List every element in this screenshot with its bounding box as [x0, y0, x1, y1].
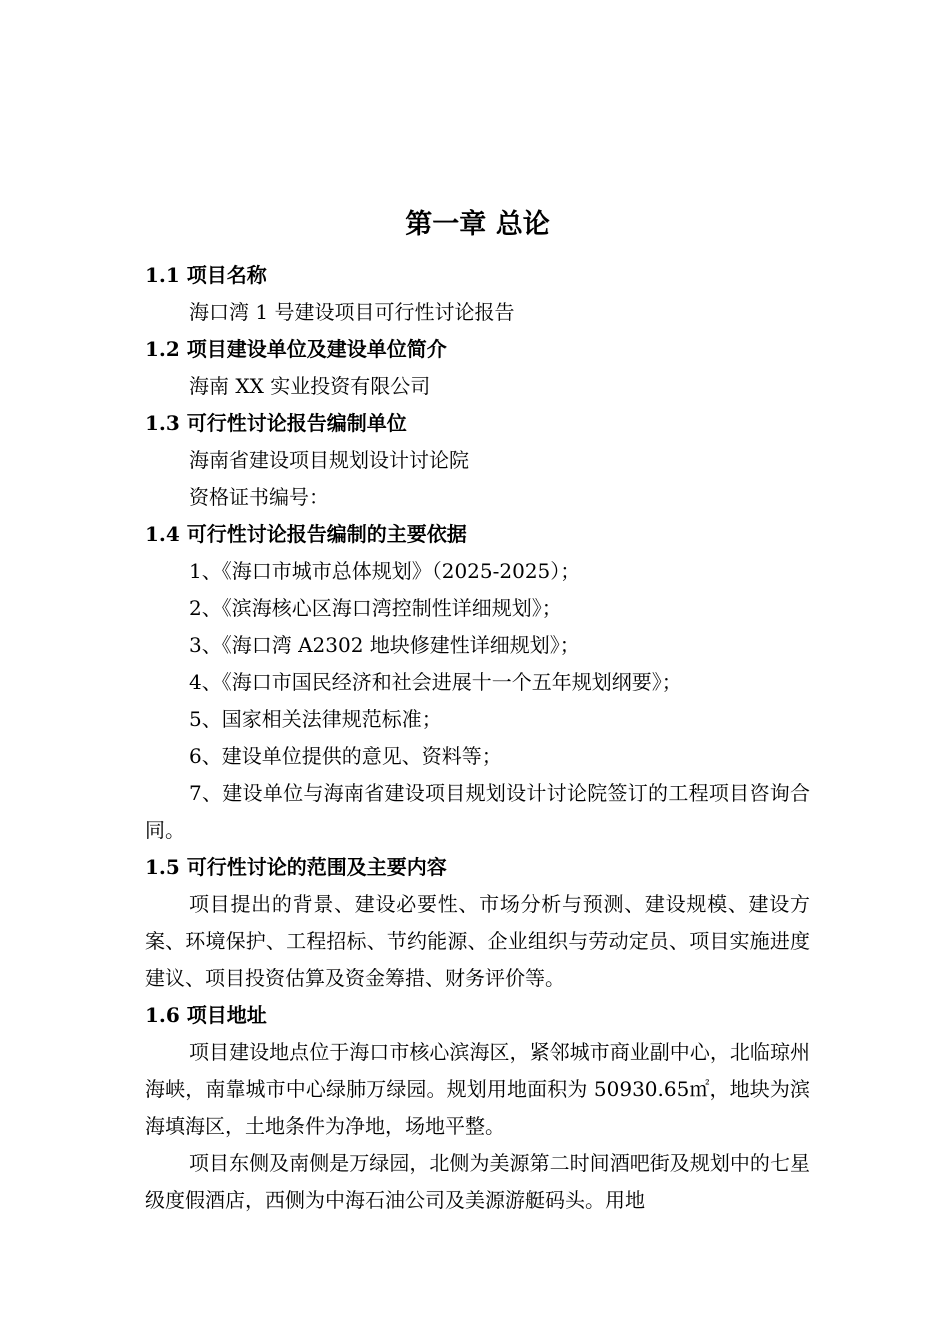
project-name-text: 海口湾 1 号建设项目可行性讨论报告 [189, 300, 515, 324]
basis-list-item: 2、《滨海核心区海口湾控制性详细规划》； [189, 596, 562, 620]
basis-list-item: 1、《海口市城市总体规划》（2025-2025）； [189, 559, 581, 583]
surroundings-paragraph: 项目东侧及南侧是万绿园，北侧为美源第二时间酒吧街及规划中的七星级度假酒店，西侧为中海石油公司及美源游艇码头。用地 [145, 1151, 810, 1212]
section-heading-1-4: 1.4 可行性讨论报告编制的主要依据 [145, 522, 467, 546]
section-heading-1-3: 1.3 可行性讨论报告编制单位 [145, 411, 407, 435]
basis-list-item: 4、《海口市国民经济和社会进展十一个五年规划纲要》； [189, 670, 682, 694]
document-body [145, 203, 810, 1219]
section-heading-1-1: 1.1 项目名称 [145, 263, 267, 287]
section-heading-1-2: 1.2 项目建设单位及建设单位简介 [145, 337, 447, 361]
builder-name-text: 海南 XX 实业投资有限公司 [189, 374, 431, 398]
basis-list-item: 7、建设单位与海南省建设项目规划设计讨论院签订的工程项目咨询合同。 [145, 781, 810, 842]
scope-paragraph: 项目提出的背景、建设必要性、市场分析与预测、建设规模、建设方案、环境保护、工程招标、节约能源、企业组织与劳动定员、项目实施进度建议、项目投资估算及资金筹措、财务评价等。 [145, 892, 810, 990]
location-paragraph: 项目建设地点位于海口市核心滨海区，紧邻城市商业副中心，北临琼州海峡，南靠城市中心绿肺万绿园。规划用地面积为 50930.65㎡，地块为滨海填海区，土地条件为净地，场地平整。 [145, 1040, 810, 1138]
section-heading-1-6: 1.6 项目地址 [145, 1003, 267, 1027]
certificate-number-text: 资格证书编号： [189, 485, 329, 509]
section-heading-1-5: 1.5 可行性讨论的范围及主要内容 [145, 855, 447, 879]
basis-list-item: 6、建设单位提供的意见、资料等； [189, 744, 502, 768]
basis-list-item: 3、《海口湾 A2302 地块修建性详细规划》； [189, 633, 580, 657]
chapter-title: 第一章 总论 [405, 209, 550, 240]
report-author-text: 海南省建设项目规划设计讨论院 [189, 448, 469, 472]
basis-list-item: 5、国家相关法律规范标准； [189, 707, 442, 731]
